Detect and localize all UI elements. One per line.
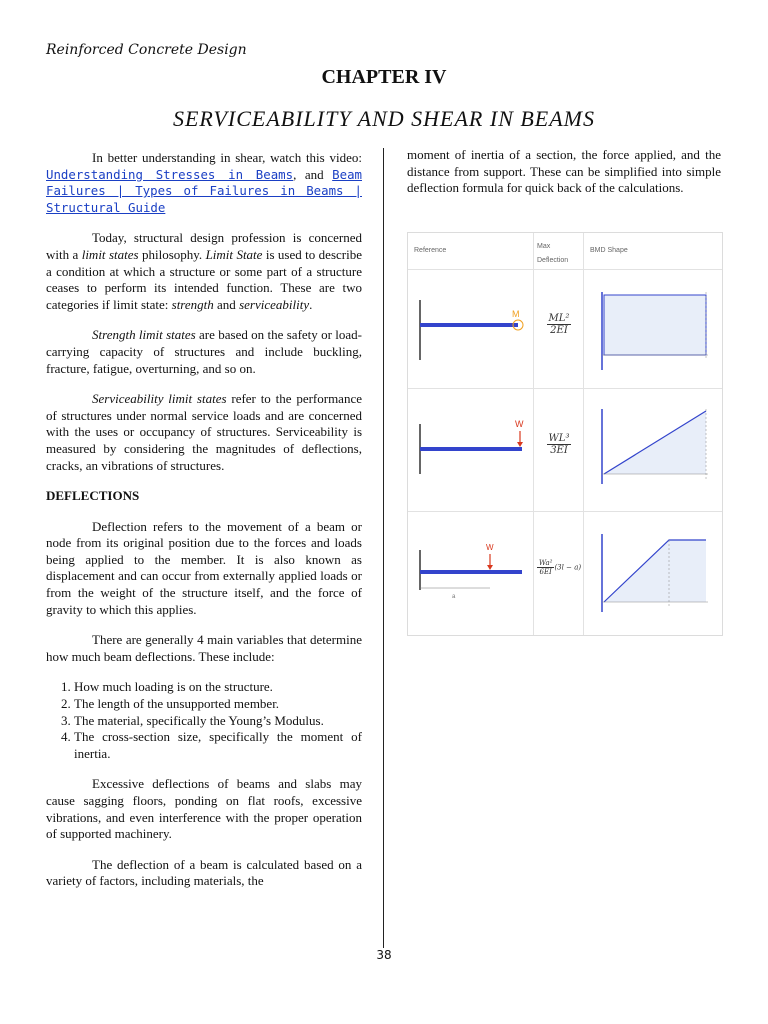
load-label: W	[486, 543, 494, 552]
text: is used to describe a condition at which a structure or some part of a structure ceases to perform its intended function. These are two categories if limit state:	[46, 246, 362, 312]
beam	[420, 323, 518, 327]
text: refer to the performance of structures under normal service loads and are concerned with the uses or occupancy of structures. Serviceability is measured by considering the magnitudes of deflections, cracks, an vibrations of structures.	[46, 391, 362, 473]
text: .	[309, 296, 313, 312]
formula-cell	[534, 313, 584, 336]
table-header-bmd-shape: BMD Shape	[590, 247, 628, 254]
emphasis: Limit State	[205, 246, 263, 262]
formula	[547, 313, 572, 336]
formula	[537, 559, 555, 576]
emphasis: limit states	[81, 246, 139, 262]
list-item: 1. How much loading is on the structure.	[74, 679, 362, 696]
limit-state-paragraph	[46, 230, 362, 313]
bmd-shape	[604, 295, 706, 355]
column-divider	[383, 148, 384, 948]
table-header-max-deflection: Max Deflection	[537, 243, 569, 264]
text: are based on the safety or load-carrying capacity of structures and include buckling, fracture, fatigue, overturning, and so on.	[46, 327, 362, 376]
formula	[547, 433, 572, 456]
variables-paragraph: There are generally 4 main variables that determine how much beam deflections. These include:	[46, 632, 362, 664]
emphasis: Strength limit states	[92, 327, 196, 343]
cantilever-point-load-diagram	[408, 389, 532, 510]
strength-paragraph	[46, 327, 362, 377]
formula-tail: (3l − a)	[554, 563, 582, 572]
formula-numerator: Wa²	[538, 559, 553, 567]
chapter-heading: CHAPTER IV	[321, 66, 447, 88]
intro-text: In better understanding in shear, watch this video:	[92, 150, 362, 165]
emphasis: Serviceability limit states	[92, 391, 227, 407]
beam	[420, 447, 522, 451]
cantilever-moment-diagram	[408, 270, 532, 387]
load-label: W	[515, 419, 524, 429]
load-label: M	[512, 309, 520, 319]
formula-numerator: ML²	[548, 313, 570, 324]
excessive-deflection-paragraph: Excessive deflections of beams and slabs may cause sagging floors, ponding on flat roofs, excessive vibrations, and even interference with the proper operation of supported machinery.	[46, 776, 362, 842]
formula-denominator: 2EI	[550, 325, 568, 336]
text: philosophy.	[138, 246, 206, 262]
text: Today, structural design profession is concerned with a	[46, 230, 362, 262]
load-arrowhead	[487, 565, 493, 570]
formula-cell	[534, 433, 584, 456]
list-item: 3. The material, specifically the Young’s Modulus.	[74, 713, 362, 730]
running-title: Reinforced Concrete Design	[46, 42, 247, 58]
video-link-failures[interactable]: Beam Failures | Types of Failures in Beams | Structural Guide	[46, 166, 362, 215]
beam	[420, 570, 522, 574]
cantilever-offset-load-diagram	[408, 512, 532, 634]
deflection-paragraph: Deflection refers to the movement of a beam or node from its original position due to the forces and loads being applied to the member. It is also known as displacement and can occur from externally applied loads or from the weight of the structure itself, and the force of gravity to which this applies.	[46, 518, 362, 617]
formula-numerator: WL³	[548, 433, 570, 444]
bmd-triangle-diagram	[584, 389, 721, 510]
left-column	[46, 150, 362, 904]
video-link-stresses[interactable]: Understanding Stresses in Beams	[46, 166, 294, 182]
emphasis: serviceability	[239, 296, 310, 312]
bmd-shape	[604, 540, 706, 602]
bmd-rectangle-diagram	[584, 270, 721, 387]
variables-list	[46, 679, 362, 762]
emphasis: strength	[171, 296, 214, 312]
deflections-heading: DEFLECTIONS	[46, 488, 140, 504]
dimension-label: a	[452, 594, 456, 600]
serviceability-paragraph	[46, 391, 362, 474]
right-column	[407, 147, 721, 211]
formula-denominator: 6EI	[539, 568, 552, 576]
formula-cell	[534, 559, 584, 576]
load-arrowhead	[517, 442, 523, 447]
intro-paragraph	[46, 150, 362, 216]
continued-paragraph: moment of inertia of a section, the force applied, and the distance from support. These can be simplified into simple deflection formula for quick back of the calculations.	[407, 147, 721, 196]
bmd-trapezoid-diagram	[584, 512, 721, 634]
deflection-table	[407, 232, 723, 636]
page-number: 38	[376, 948, 392, 962]
chapter-subtitle: SERVICEABILITY AND SHEAR IN BEAMS	[172, 106, 596, 131]
list-item: 2. The length of the unsupported member.	[74, 696, 362, 713]
calculation-paragraph: The deflection of a beam is calculated based on a variety of factors, including materials, the	[46, 856, 362, 889]
table-header-reference: Reference	[414, 247, 447, 254]
intro-text-mid: , and	[293, 166, 333, 182]
formula-denominator: 3EI	[550, 445, 568, 456]
text: and	[213, 296, 240, 312]
list-item: 4. The cross-section size, specifically the moment of inertia.	[74, 729, 362, 762]
